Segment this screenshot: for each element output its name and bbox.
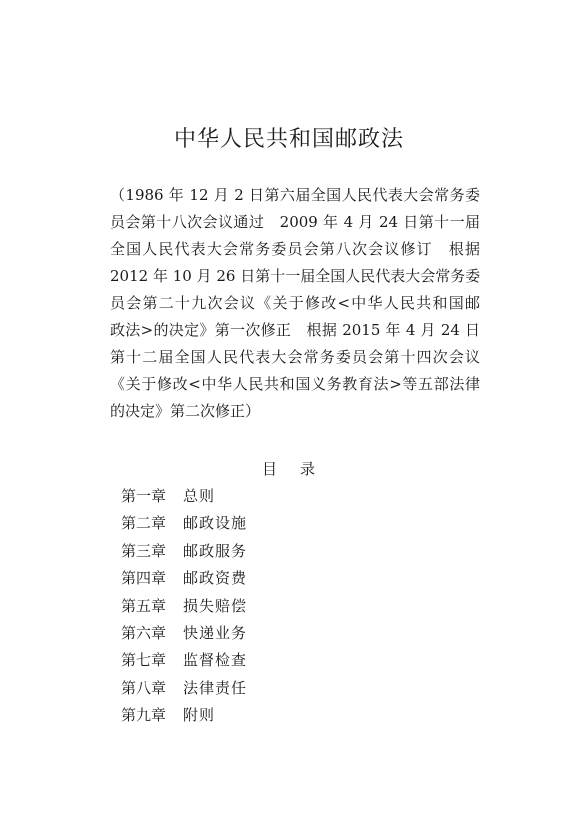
toc-heading-char: 录 [300, 460, 317, 478]
toc-item-chapter-6[interactable] [121, 620, 247, 647]
enactment-note-line: 全国人民代表大会常务委员会第八次会议修订 根据 [110, 240, 480, 258]
chapter-number: 第七章 [121, 651, 167, 670]
toc-item-chapter-5[interactable] [121, 593, 247, 620]
chapter-number: 第一章 [121, 487, 167, 505]
chapter-name: 邮政设施 [183, 514, 248, 533]
chapter-number: 第三章 [121, 541, 167, 560]
enactment-note [110, 182, 480, 425]
chapter-number: 第四章 [121, 569, 167, 588]
enactment-note-line: 员会第二十九次会议《关于修改<中华人民共和国邮 [110, 294, 480, 312]
toc-item-chapter-1[interactable] [121, 483, 247, 510]
chapter-number: 第五章 [121, 596, 167, 615]
toc-item-chapter-7[interactable] [121, 647, 247, 674]
enactment-note-line: （1986 年 12 月 2 日第六届全国人民代表大会常务委 [110, 186, 480, 204]
chapter-name: 快递业务 [183, 623, 248, 642]
toc-item-chapter-9[interactable] [121, 702, 247, 729]
chapter-number: 第九章 [121, 706, 167, 725]
toc-item-chapter-4[interactable] [121, 565, 247, 592]
enactment-note-line: 2012 年 10 月 26 日第十一届全国人民代表大会常务委 [110, 267, 481, 285]
chapter-number: 第八章 [121, 678, 167, 697]
chapter-number: 第二章 [121, 514, 167, 533]
chapter-name: 监督检查 [183, 651, 248, 670]
toc-item-chapter-3[interactable] [121, 538, 247, 565]
enactment-note-line: 《关于修改<中华人民共和国义务教育法>等五部法律 [110, 375, 480, 393]
toc-item-chapter-8[interactable] [121, 675, 247, 702]
enactment-note-line: 的决定》第二次修正） [110, 402, 261, 420]
document-title: 中华人民共和国邮政法 [173, 127, 404, 152]
chapter-name: 总则 [183, 487, 216, 505]
enactment-note-line: 第十二届全国人民代表大会常务委员会第十四次会议 [110, 348, 480, 366]
chapter-name: 邮政资费 [183, 569, 248, 588]
chapter-number: 第六章 [121, 623, 167, 642]
toc-heading-char: 目 [261, 460, 278, 478]
table-of-contents [121, 483, 247, 730]
enactment-note-line: 政法>的决定》第一次修正 根据 2015 年 4 月 24 日 [110, 321, 480, 339]
toc-item-chapter-2[interactable] [121, 510, 247, 537]
enactment-note-line: 员会第十八次会议通过 2009 年 4 月 24 日第十一届 [110, 213, 480, 231]
chapter-name: 邮政服务 [183, 541, 248, 560]
chapter-name: 附则 [183, 706, 216, 725]
toc-heading [0, 458, 578, 479]
chapter-name: 损失赔偿 [183, 596, 248, 615]
chapter-name: 法律责任 [183, 678, 248, 697]
